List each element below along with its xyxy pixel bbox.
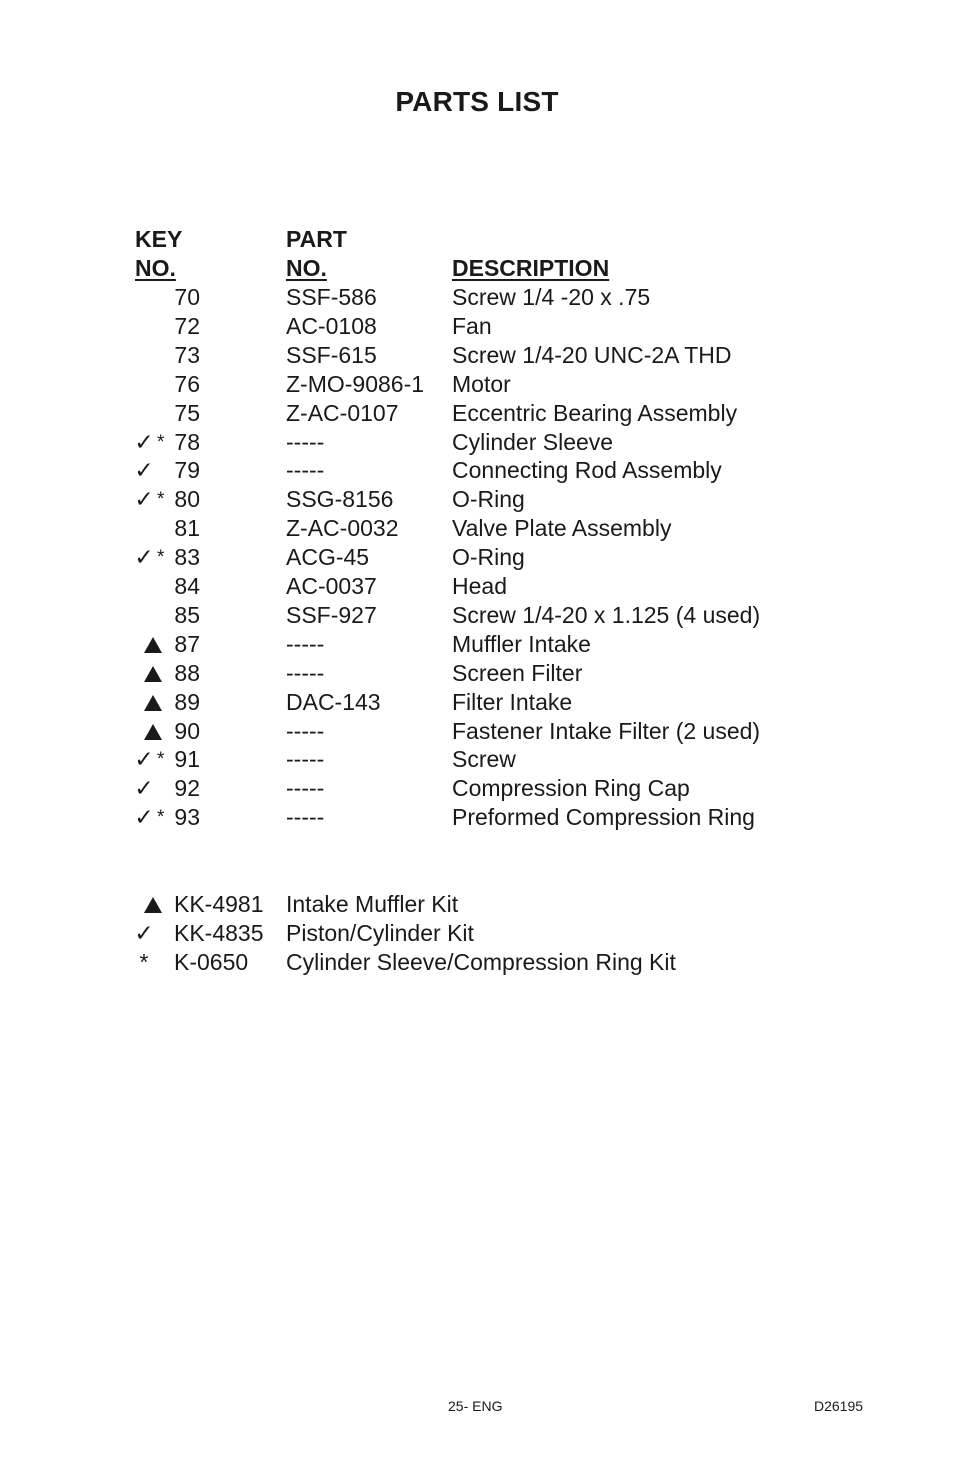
part-number: SSG-8156 <box>286 486 394 513</box>
table-row <box>0 572 954 601</box>
part-description: Cylinder Sleeve <box>452 428 614 455</box>
kit-row <box>0 890 954 919</box>
key-number: 79 <box>174 457 200 484</box>
part-number: ----- <box>286 804 325 831</box>
key-number: 78 <box>174 428 200 455</box>
part-number: SSF-586 <box>286 284 377 310</box>
kit-description: Cylinder Sleeve/Compression Ring Kit <box>286 948 676 975</box>
header-description: DESCRIPTION <box>452 255 610 281</box>
table-row <box>0 456 954 485</box>
part-number: Z-AC-0032 <box>286 515 399 542</box>
part-number: Z-MO-9086-1 <box>286 370 425 397</box>
part-number: ----- <box>286 775 325 802</box>
table-row <box>0 283 954 312</box>
table-row <box>0 717 954 746</box>
part-number: AC-0108 <box>286 312 377 339</box>
header-key-line1: KEY <box>135 226 183 252</box>
part-number: ----- <box>286 428 325 455</box>
star-mark: * <box>157 431 165 453</box>
part-description: Fan <box>452 312 492 339</box>
check-icon: ✓ <box>134 804 154 831</box>
key-number: 89 <box>174 688 200 715</box>
kit-code: KK-4981 <box>174 891 264 917</box>
part-description: Screw 1/4-20 x 1.125 (4 used) <box>452 601 761 628</box>
check-icon: ✓ <box>134 919 154 946</box>
part-description: Motor <box>452 370 511 397</box>
kit-row <box>0 919 954 948</box>
key-number: 93 <box>174 804 200 831</box>
table-row <box>0 341 954 370</box>
part-description: O-Ring <box>452 544 525 571</box>
part-description: Eccentric Bearing Assembly <box>452 399 738 426</box>
key-number: 72 <box>174 312 200 339</box>
table-row <box>0 601 954 630</box>
part-number: ----- <box>286 659 325 686</box>
part-number: Z-AC-0107 <box>286 399 399 426</box>
part-number: SSF-615 <box>286 341 377 368</box>
key-number: 73 <box>174 341 200 368</box>
star-mark: * <box>157 489 165 511</box>
part-number: ----- <box>286 746 325 773</box>
star-mark: * <box>157 749 165 771</box>
kit-code: KK-4835 <box>174 919 264 946</box>
part-description: Preformed Compression Ring <box>452 804 755 831</box>
part-number: DAC-143 <box>286 688 381 715</box>
part-description: O-Ring <box>452 486 525 513</box>
star-mark: * <box>157 807 165 829</box>
table-row <box>0 312 954 341</box>
part-number: SSF-927 <box>286 601 377 628</box>
key-number: 90 <box>174 717 200 744</box>
key-number: 84 <box>174 573 200 599</box>
key-number: 81 <box>174 515 200 542</box>
part-description: Screen Filter <box>452 659 583 686</box>
part-number: ----- <box>286 717 325 744</box>
key-number: 76 <box>174 370 200 397</box>
part-number: ----- <box>286 630 325 657</box>
table-row <box>0 803 954 832</box>
part-description: Connecting Rod Assembly <box>452 457 722 484</box>
document-id: D26195 <box>814 1398 864 1414</box>
key-number: 80 <box>174 486 200 513</box>
table-row <box>0 630 954 659</box>
part-description: Filter Intake <box>452 688 573 715</box>
page-number: 25- ENG <box>448 1398 503 1414</box>
part-description: Screw 1/4-20 UNC-2A THD <box>452 341 732 368</box>
key-number: 91 <box>174 746 200 773</box>
table-row <box>0 688 954 717</box>
table-row <box>0 514 954 543</box>
check-icon: ✓ <box>134 775 154 802</box>
key-number: 88 <box>174 659 200 686</box>
kit-code: K-0650 <box>174 948 249 975</box>
key-number: 83 <box>174 544 200 571</box>
check-icon: ✓ <box>134 428 154 455</box>
table-row <box>0 399 954 428</box>
key-number: 85 <box>174 601 200 628</box>
page-title: PARTS LIST <box>395 86 559 117</box>
table-row <box>0 370 954 399</box>
kit-description: Intake Muffler Kit <box>286 891 459 917</box>
part-description: Muffler Intake <box>452 630 591 657</box>
key-number: 75 <box>174 399 200 426</box>
check-icon: ✓ <box>134 746 154 773</box>
check-icon: ✓ <box>134 486 154 513</box>
check-icon: ✓ <box>134 544 154 571</box>
part-description: Valve Plate Assembly <box>452 515 672 542</box>
table-row <box>0 659 954 688</box>
table-row <box>0 543 954 572</box>
check-icon: ✓ <box>134 457 154 484</box>
table-row <box>0 774 954 803</box>
part-description: Screw <box>452 746 516 773</box>
header-key-line2: NO. <box>135 255 176 281</box>
part-number: ----- <box>286 457 325 484</box>
table-row <box>0 428 954 457</box>
kit-row <box>0 948 954 977</box>
star-mark: * <box>139 948 149 975</box>
key-number: 70 <box>174 284 200 310</box>
table-row <box>0 745 954 774</box>
part-description: Screw 1/4 -20 x .75 <box>452 284 651 310</box>
header-part-line2: NO. <box>286 255 327 281</box>
key-number: 87 <box>174 630 200 657</box>
kit-description: Piston/Cylinder Kit <box>286 919 474 946</box>
part-description: Head <box>452 573 507 599</box>
triangle-up-icon <box>144 897 162 913</box>
part-number: ACG-45 <box>286 544 370 571</box>
star-mark: * <box>157 547 165 569</box>
table-row <box>0 485 954 514</box>
header-part-line1: PART <box>286 226 347 252</box>
part-number: AC-0037 <box>286 573 377 599</box>
part-description: Compression Ring Cap <box>452 775 690 802</box>
key-number: 92 <box>174 775 200 802</box>
part-description: Fastener Intake Filter (2 used) <box>452 717 761 744</box>
